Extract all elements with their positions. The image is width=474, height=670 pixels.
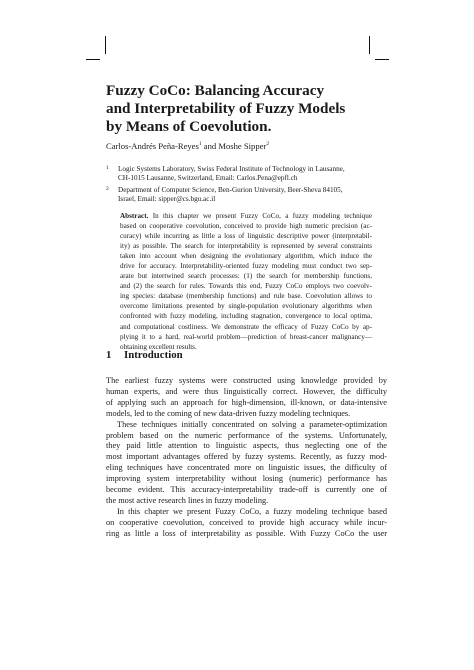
body-line: In this chapter we present Fuzzy CoCo, a fuzzy modeling technique based bbox=[117, 506, 387, 516]
affiliation-number: 1 bbox=[106, 165, 109, 171]
body-line: eling techniques have concentrated more on linguistic issues, the difficulty of bbox=[106, 463, 387, 473]
abstract-line: ity) as possible. The search for interpretability is represented by several constraints bbox=[120, 242, 372, 251]
abstract-line: based on cooperative coevolution, conceived to provide high numeric precision (ac- bbox=[120, 222, 372, 231]
body-line: problem based on the numeric performance of the systems. Unfortunately, bbox=[106, 430, 387, 440]
section-number: 1 bbox=[106, 349, 112, 361]
affiliation-item bbox=[106, 186, 396, 205]
body-line: of applying such an approach for high-dimension, ill-known, or data-intensive bbox=[106, 397, 387, 407]
abstract-line: and (2) the search for rules. Towards this end, Fuzzy CoCo employs two coevolv- bbox=[120, 282, 372, 291]
abstract-line: arate but intertwined search processes: (1) the search for membership functions, bbox=[120, 272, 372, 281]
body-line: The earliest fuzzy systems were constructed using knowledge provided by bbox=[106, 376, 387, 385]
author-name: and Moshe Sipper bbox=[201, 141, 267, 151]
affiliation-line: Israel, Email: sipper@cs.bgu.ac.il bbox=[118, 195, 216, 204]
paper-title bbox=[106, 82, 406, 136]
body-line: improving system interpretability without losing (numeric) performance has bbox=[106, 474, 387, 484]
crop-mark-top-left-vertical bbox=[105, 36, 106, 54]
title-line: by Means of Coevolution. bbox=[106, 118, 272, 135]
abstract-line: and computational costliness. We demonstrate the efficacy of Fuzzy CoCo by ap- bbox=[120, 322, 372, 331]
abstract-line: obtaining excellent results. bbox=[120, 342, 197, 351]
body-line: most important advantages offered by fuzzy systems. Recently, as fuzzy mod- bbox=[106, 452, 387, 462]
affiliation-line: Logic Systems Laboratory, Swiss Federal Institute of Technology in Lausanne, bbox=[118, 165, 345, 173]
crop-mark-top-left-horizontal bbox=[86, 59, 100, 60]
body-line: on cooperative coevolution, conceived to provide high accuracy while incur- bbox=[106, 517, 387, 527]
abstract-line: overcome limitations presented by single-population evolutionary algorithms when bbox=[120, 302, 372, 311]
body-line: ring as little a loss of interpretability as possible. With Fuzzy CoCo the user bbox=[106, 528, 387, 538]
body-line: become evident. This accuracy-interpretability trade-off is currently one of bbox=[106, 485, 387, 495]
crop-mark-top-right-vertical bbox=[369, 36, 370, 54]
abstract-line: curacy) while incurring as little a loss of linguistic descriptive power (interpretabil- bbox=[120, 232, 372, 241]
author-name: Carlos-Andrés Peña-Reyes bbox=[106, 141, 199, 151]
author-footnote-mark: 2 bbox=[266, 141, 270, 148]
affiliation-line: CH-1015 Lausanne, Switzerland, Email: Carlos.Pena@epfl.ch bbox=[118, 174, 298, 183]
title-line: and Interpretability of Fuzzy Models bbox=[106, 100, 346, 117]
body-line: human experts, and were thus linguistically correct. However, the difficulty bbox=[106, 386, 387, 396]
section-title: Introduction bbox=[124, 349, 183, 361]
body-line: they paid little attention to linguistic aspects, thus neglecting one of the bbox=[106, 441, 387, 451]
abstract-line: drive for accuracy. Interpretability-oriented fuzzy modeling must conduct two sep- bbox=[120, 262, 372, 271]
body-text bbox=[106, 376, 387, 540]
crop-mark-top-right-horizontal bbox=[375, 59, 389, 60]
abstract-text: In this chapter we present Fuzzy CoCo, a fuzzy modeling technique bbox=[148, 212, 372, 220]
abstract-line: ing species: database (membership functions) and rule base. Coevolution allows to bbox=[120, 292, 372, 301]
abstract-label: Abstract. bbox=[120, 212, 149, 220]
author-footnote-mark: 1 bbox=[198, 141, 202, 148]
body-line: models, led to the coming of new data-driven fuzzy modeling techniques. bbox=[106, 408, 351, 418]
body-line: These techniques initially concentrated on solving a parameter-optimization bbox=[117, 419, 387, 429]
author-list bbox=[106, 141, 269, 151]
abstract bbox=[120, 211, 372, 352]
abstract-line bbox=[120, 211, 372, 221]
abstract-line: taken into account when designing the evolutionary algorithm, which induce the bbox=[120, 252, 372, 261]
affiliation-number: 2 bbox=[106, 185, 109, 192]
affiliations bbox=[106, 165, 396, 207]
affiliation-line: Department of Computer Science, Ben-Gurion University, Beer-Sheva 84105, bbox=[118, 185, 343, 194]
affiliation-item bbox=[106, 165, 396, 184]
title-line: Fuzzy CoCo: Balancing Accuracy bbox=[106, 82, 325, 99]
abstract-line: confronted with fuzzy modeling, including stagnation, convergence to local optima, bbox=[120, 312, 372, 321]
section-heading bbox=[106, 349, 183, 361]
abstract-line: plying it to a hard, real-world problem—prediction of breast-cancer malignancy— bbox=[120, 332, 372, 341]
body-line: the most active research lines in fuzzy modeling. bbox=[106, 495, 269, 505]
